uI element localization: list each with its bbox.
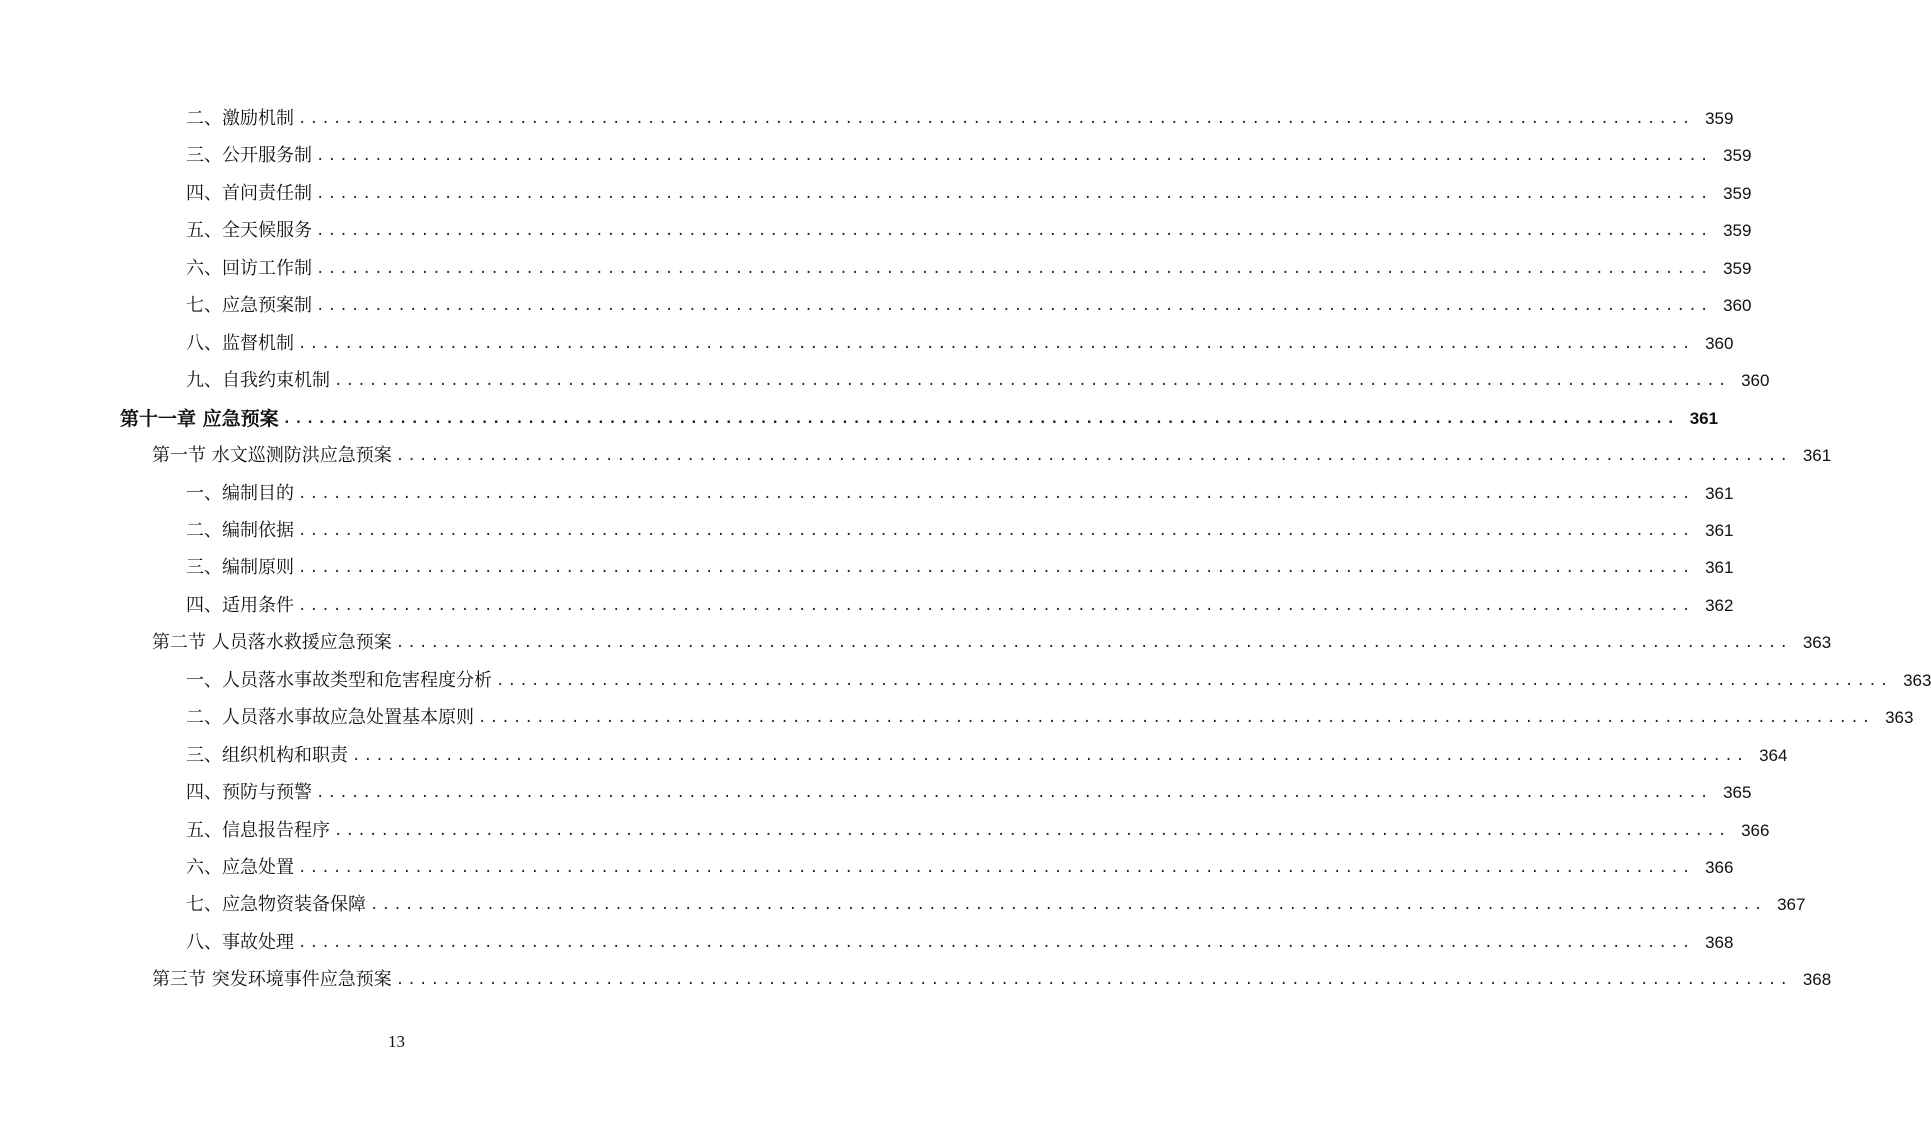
toc-leader-dots: ........................................................................................................................ — [298, 522, 1694, 539]
toc-entry[interactable] — [186, 216, 1752, 246]
toc-leader-dots: ........................................................................................................................ — [298, 934, 1694, 951]
toc-entry[interactable] — [120, 404, 1719, 434]
toc-entry-page: 363 — [1885, 708, 1914, 728]
toc-leader-dots: ........................................................................................................................ — [370, 897, 1766, 914]
toc-leader-dots: ........................................................................................................................ — [395, 448, 1792, 465]
toc-entry-title: 四、适用条件 — [186, 594, 294, 616]
toc-entry-page: 364 — [1759, 745, 1788, 765]
toc-leader-dots: ........................................................................................................................ — [298, 111, 1694, 127]
toc-entry-page: 363 — [1802, 633, 1832, 653]
toc-entry-page: 361 — [1705, 558, 1734, 578]
toc-entry-page: 359 — [1723, 221, 1752, 241]
toc-entry-title: 七、应急预案制 — [186, 295, 312, 317]
toc-entry[interactable] — [186, 853, 1734, 883]
toc-leader-dots: ........................................................................................................................ — [395, 972, 1792, 989]
toc-leader-dots: ........................................................................................................................ — [298, 560, 1694, 577]
toc-leader-dots: ........................................................................................................................ — [316, 148, 1712, 165]
toc-entry-title: 六、回访工作制 — [186, 257, 312, 279]
toc-entry[interactable] — [186, 553, 1734, 583]
toc-entry-title: 三、公开服务制 — [186, 145, 312, 167]
toc-entry-title: 六、应急处置 — [186, 857, 294, 878]
toc-entry-title: 八、事故处理 — [186, 931, 294, 953]
toc-entry-page: 360 — [1723, 296, 1752, 316]
toc-entry[interactable] — [186, 329, 1734, 359]
toc-entry[interactable] — [186, 366, 1770, 396]
toc-entry[interactable] — [186, 516, 1734, 546]
toc-entry[interactable] — [186, 479, 1734, 509]
toc-entry[interactable] — [152, 628, 1832, 658]
toc-entry-title: 三、组织机构和职责 — [186, 744, 348, 766]
toc-leader-dots: ........................................................................................................................ — [352, 747, 1748, 764]
toc-entry-page: 360 — [1705, 333, 1734, 353]
toc-entry[interactable] — [186, 928, 1734, 958]
toc-entry[interactable] — [186, 141, 1752, 171]
toc-entry-title: 二、人员落水事故应急处置基本原则 — [186, 707, 474, 729]
toc-entry-page: 360 — [1741, 371, 1770, 391]
toc-entry[interactable] — [186, 778, 1752, 808]
toc-entry-page: 361 — [1705, 483, 1734, 503]
toc-entry-page: 361 — [1802, 446, 1832, 466]
toc-entry-title: 第十一章 应急预案 — [120, 407, 279, 430]
toc-entry[interactable] — [186, 890, 1806, 920]
toc-entry-page: 363 — [1903, 670, 1931, 690]
toc-leader-dots: ........................................................................................................................ — [496, 672, 1892, 689]
toc-entry[interactable] — [186, 179, 1752, 209]
toc-entry[interactable] — [186, 703, 1914, 733]
toc-entry-page: 362 — [1705, 595, 1734, 615]
toc-leader-dots: ........................................................................................................................ — [298, 860, 1694, 876]
toc-entry-page: 365 — [1723, 783, 1752, 803]
toc-entry-title: 五、全天候服务 — [186, 220, 312, 242]
toc-entry-title: 五、信息报告程序 — [186, 819, 330, 841]
toc-leader-dots: ........................................................................................................................ — [316, 223, 1712, 240]
toc-entry-page: 366 — [1705, 858, 1734, 877]
toc-entry-page: 359 — [1723, 146, 1752, 166]
toc-entry[interactable] — [186, 591, 1734, 621]
toc-entry-page: 367 — [1777, 895, 1806, 915]
toc-leader-dots: ........................................................................................................................ — [298, 335, 1694, 352]
toc-leader-dots: ........................................................................................................................ — [298, 485, 1694, 502]
toc-leader-dots: ........................................................................................................................ — [316, 260, 1712, 277]
toc-entry-title: 一、人员落水事故类型和危害程度分析 — [186, 669, 492, 691]
toc-entry-page: 359 — [1705, 109, 1734, 128]
toc-entry-page: 368 — [1705, 932, 1734, 952]
toc-leader-dots: ........................................................................................................................ — [316, 185, 1712, 202]
toc-entry-title: 九、自我约束机制 — [186, 370, 330, 392]
toc-entry-title: 七、应急物资装备保障 — [186, 894, 366, 916]
toc-leader-dots: ........................................................................................................................ — [334, 822, 1730, 839]
toc-leader-dots: ........................................................................................................................ — [298, 597, 1694, 614]
toc-entry[interactable] — [186, 741, 1788, 771]
toc-leader-dots: ........................................................................................................................ — [316, 298, 1712, 315]
toc-entry-title: 第一节 水文巡测防洪应急预案 — [152, 445, 392, 467]
toc-entry-title: 八、监督机制 — [186, 332, 294, 354]
page-number: 13 — [388, 1032, 405, 1051]
toc-entry[interactable] — [186, 104, 1734, 134]
toc-entry-title: 一、编制目的 — [186, 482, 294, 504]
toc-entry[interactable] — [152, 441, 1832, 471]
toc-entry-page: 361 — [1705, 520, 1734, 540]
toc-leader-dots: ........................................................................................................................ — [334, 373, 1730, 390]
toc-entry-title: 二、激励机制 — [186, 108, 294, 129]
toc-entry-title: 四、首问责任制 — [186, 182, 312, 204]
toc-entry-title: 第三节 突发环境事件应急预案 — [152, 969, 392, 991]
toc-entry-page: 359 — [1723, 183, 1752, 203]
toc-entry[interactable] — [186, 291, 1752, 321]
toc-entry[interactable] — [186, 816, 1770, 846]
toc-entry[interactable] — [186, 666, 1931, 696]
toc-entry-page: 361 — [1689, 408, 1719, 428]
toc-entry-title: 二、编制依据 — [186, 519, 294, 541]
toc-leader-dots: ........................................................................................................................ — [395, 635, 1792, 652]
toc-leader-dots: ........................................................................................................................ — [316, 785, 1712, 802]
toc-leader-dots: ........................................................................................................................ — [282, 410, 1679, 427]
toc-entry-page: 366 — [1741, 820, 1770, 840]
toc-leader-dots: ........................................................................................................................ — [478, 710, 1874, 727]
toc-entry[interactable] — [152, 965, 1832, 995]
toc-entry-page: 368 — [1802, 970, 1832, 990]
toc-entry-title: 三、编制原则 — [186, 557, 294, 579]
toc-entry-title: 四、预防与预警 — [186, 782, 312, 804]
toc-entry-page: 359 — [1723, 258, 1752, 278]
toc-entry[interactable] — [186, 254, 1752, 284]
toc-entry-title: 第二节 人员落水救援应急预案 — [152, 632, 392, 654]
